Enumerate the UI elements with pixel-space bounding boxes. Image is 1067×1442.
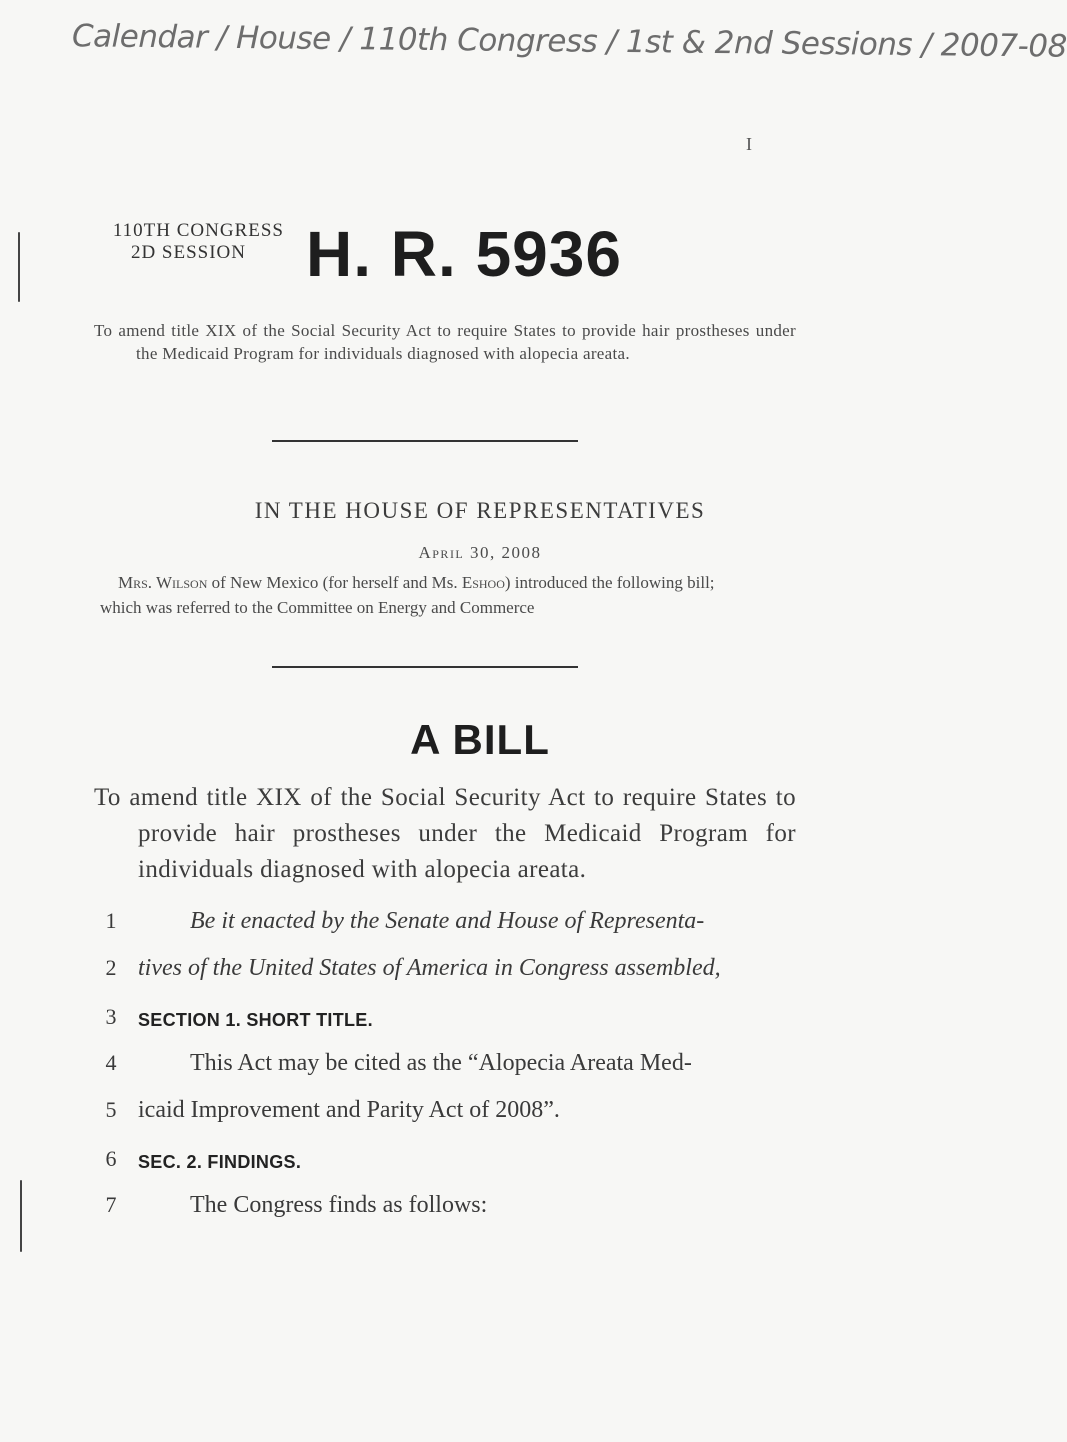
section-heading: SECTION 1. SHORT TITLE. bbox=[138, 1010, 373, 1030]
bill-line bbox=[0, 1097, 960, 1133]
introduction-statement bbox=[100, 570, 752, 620]
bill-line bbox=[0, 1050, 960, 1086]
congress-session-block bbox=[94, 220, 284, 264]
bill-line bbox=[0, 955, 960, 991]
line-number: 3 bbox=[105, 1004, 117, 1029]
session-label: 2D SESSION bbox=[130, 242, 246, 263]
line-number: 5 bbox=[105, 1097, 117, 1122]
scan-margin-mark bbox=[18, 232, 20, 302]
a-bill-heading: A BILL bbox=[410, 716, 550, 763]
line-text: tives of the United States of America in Congress assembled, bbox=[138, 955, 721, 981]
bill-purpose: To amend title XIX of the Social Security Act to require States to provide hair prostheses under the Medicaid Program for individuals diagnosed with alopecia areata. bbox=[94, 784, 796, 883]
line-number: 2 bbox=[105, 955, 117, 980]
intro-text-part: ) introduced the following bill; which was referred to the Committee on Energy and Commerce bbox=[100, 573, 715, 617]
section-heading: SEC. 2. FINDINGS. bbox=[138, 1152, 302, 1172]
bill-line bbox=[0, 1192, 960, 1228]
bill-line bbox=[0, 1004, 960, 1040]
line-number: 4 bbox=[105, 1050, 117, 1075]
line-number: 1 bbox=[105, 908, 117, 933]
line-number: 6 bbox=[105, 1146, 117, 1171]
page-marker: I bbox=[746, 134, 752, 154]
congress-label: 110TH CONGRESS bbox=[112, 220, 284, 241]
bill-number: H. R. 5936 bbox=[306, 218, 622, 290]
house-heading: IN THE HOUSE OF REPRESENTATIVES bbox=[254, 498, 706, 523]
bill-line bbox=[0, 1146, 960, 1182]
introduction-date: April 30, 2008 bbox=[418, 543, 542, 562]
cosponsor-name: Eshoo bbox=[461, 573, 505, 592]
intro-text-part: of New Mexico (for herself and Ms. bbox=[207, 573, 462, 592]
sponsor-name: Mrs. Wilson bbox=[118, 573, 208, 592]
line-text: This Act may be cited as the “Alopecia Areata Med- bbox=[190, 1050, 692, 1076]
handwritten-catalog-note: Calendar / House / 110th Congress / 1st & 2nd Sessions / 2007-08 bbox=[71, 18, 1067, 65]
line-text: icaid Improvement and Parity Act of 2008”. bbox=[138, 1097, 560, 1123]
line-text: Be it enacted by the Senate and House of Representa- bbox=[190, 908, 705, 934]
line-text: The Congress finds as follows: bbox=[190, 1192, 488, 1218]
divider-rule bbox=[272, 666, 578, 668]
bill-line bbox=[0, 908, 960, 944]
line-number: 7 bbox=[105, 1192, 117, 1217]
divider-rule bbox=[272, 440, 578, 442]
bill-short-title: To amend title XIX of the Social Security Act to require States to provide hair prostheses under the Medicaid Program for individuals diagnosed with alopecia areata. bbox=[94, 321, 796, 363]
